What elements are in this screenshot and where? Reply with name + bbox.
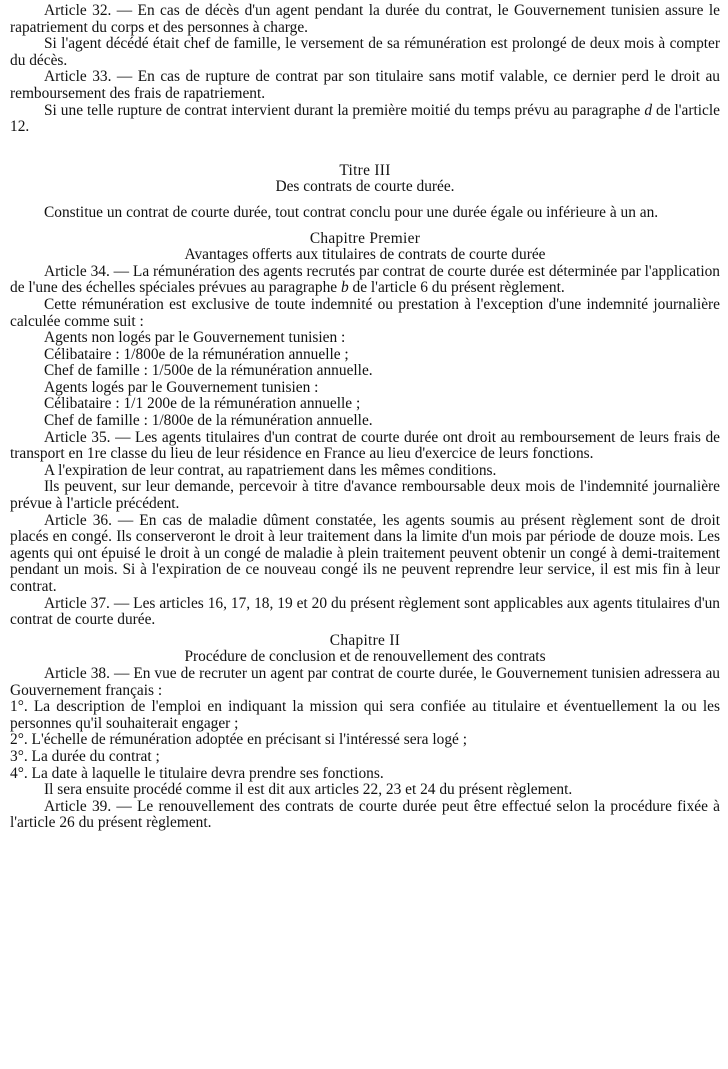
allowance-list-item: Célibataire : 1/800e de la rémunération annuelle ; — [44, 345, 349, 363]
numbered-list-item: 1°. La description de l'emploi en indiquant la mission qui sera confiée au titulaire et éventuellement la ou les personnes qu'il souhaiterait engager ; — [10, 698, 720, 732]
numbered-list-item: 4°. La date à laquelle le titulaire devra prendre ses fonctions. — [10, 764, 384, 782]
article-34-paragraph: Article 34. — La rémunération des agents recrutés par contrat de courte durée est déterminée par l'application de l'une des échelles spéciales prévues au paragraphe b de l'article 6 du présent règlement. — [10, 262, 720, 297]
article-34-paragraph-2: Cette rémunération est exclusive de toute indemnité ou prestation à l'exception d'une indemnité journalière calculée comme suit : — [10, 295, 720, 330]
article-39-paragraph: Article 39. — Le renouvellement des contrats de courte durée peut être effectué selon la procédure fixée à l'article 26 du présent règlement. — [10, 797, 720, 832]
article-38-paragraph: Article 38. — En vue de recruter un agent par contrat de courte durée, le Gouvernement tunisien adressera au Gouvernement français : — [10, 664, 720, 699]
article-36-paragraph: Article 36. — En cas de maladie dûment constatée, les agents soumis au présent règlement sont de droit placés en congé. Ils conserveront le droit à leur traitement dans la limite d'un mois par période de douze mois. Les agents qui ont épuisé le droit à un congé de maladie à plein traitement peuvent obtenir un congé à demi-traitement pendant un mois. Si à l'expiration de ce nouveau congé ils ne peuvent reprendre leur service, il est mis fin à leur contrat. — [10, 511, 720, 595]
allowance-list-item: Agents non logés par le Gouvernement tunisien : — [44, 329, 346, 347]
chapitre-premier-subheading: Avantages offerts aux titulaires de contrats de courte durée — [184, 246, 546, 264]
article-35-paragraph-2: A l'expiration de leur contrat, au rapatriement dans les mêmes conditions. — [44, 461, 497, 479]
definition-paragraph: Constitue un contrat de courte durée, tout contrat conclu pour une durée égale ou inférieure à un an. — [44, 203, 659, 221]
chapitre-premier-heading: Chapitre Premier — [309, 229, 421, 247]
titre-iii-subheading: Des contrats de courte durée. — [275, 178, 455, 196]
article-32-paragraph: Article 32. — En cas de décès d'un agent pendant la durée du contrat, le Gouvernement tunisien assure le rapatriement du corps et des personnes à charge. — [10, 2, 720, 36]
article-33-paragraph-2: Si une telle rupture de contrat intervient durant la première moitié du temps prévu au paragraphe d de l'article 12. — [10, 101, 720, 136]
numbered-list-item: 3°. La durée du contrat ; — [10, 747, 160, 765]
titre-iii-heading: Titre III — [339, 161, 391, 179]
article-33-paragraph: Article 33. — En cas de rupture de contrat par son titulaire sans motif valable, ce dernier perd le droit au remboursement des frais de rapatriement. — [10, 68, 720, 102]
allowance-list-item: Chef de famille : 1/500e de la rémunération annuelle. — [44, 362, 373, 380]
allowance-list-item: Célibataire : 1/1 200e de la rémunération annuelle ; — [44, 395, 361, 413]
article-35-paragraph-3: Ils peuvent, sur leur demande, percevoir à titre d'avance remboursable deux mois de l'indemnité journalière prévue à l'article précédent. — [10, 478, 720, 513]
chapitre-ii-subheading: Procédure de conclusion et de renouvellement des contrats — [184, 648, 546, 666]
article-35-paragraph: Article 35. — Les agents titulaires d'un contrat de courte durée ont droit au remboursement de leurs frais de transport en 1re classe du lieu de leur résidence en France au lieu d'exercice de leurs fonctions. — [10, 428, 720, 463]
article-37-paragraph: Article 37. — Les articles 16, 17, 18, 19 et 20 du présent règlement sont applicables aux agents titulaires d'un contrat de courte durée. — [10, 594, 720, 629]
chapitre-ii-heading: Chapitre II — [329, 631, 401, 649]
article-38-paragraph-2: Il sera ensuite procédé comme il est dit aux articles 22, 23 et 24 du présent règlement. — [44, 781, 573, 799]
allowance-list-item: Chef de famille : 1/800e de la rémunération annuelle. — [44, 412, 373, 430]
allowance-list-item: Agents logés par le Gouvernement tunisien : — [44, 378, 319, 396]
numbered-list-item: 2°. L'échelle de rémunération adoptée en précisant si l'intéressé sera logé ; — [10, 731, 467, 749]
article-32-paragraph-2: Si l'agent décédé était chef de famille, le versement de sa rémunération est prolongé de deux mois à compter du décès. — [10, 35, 720, 69]
